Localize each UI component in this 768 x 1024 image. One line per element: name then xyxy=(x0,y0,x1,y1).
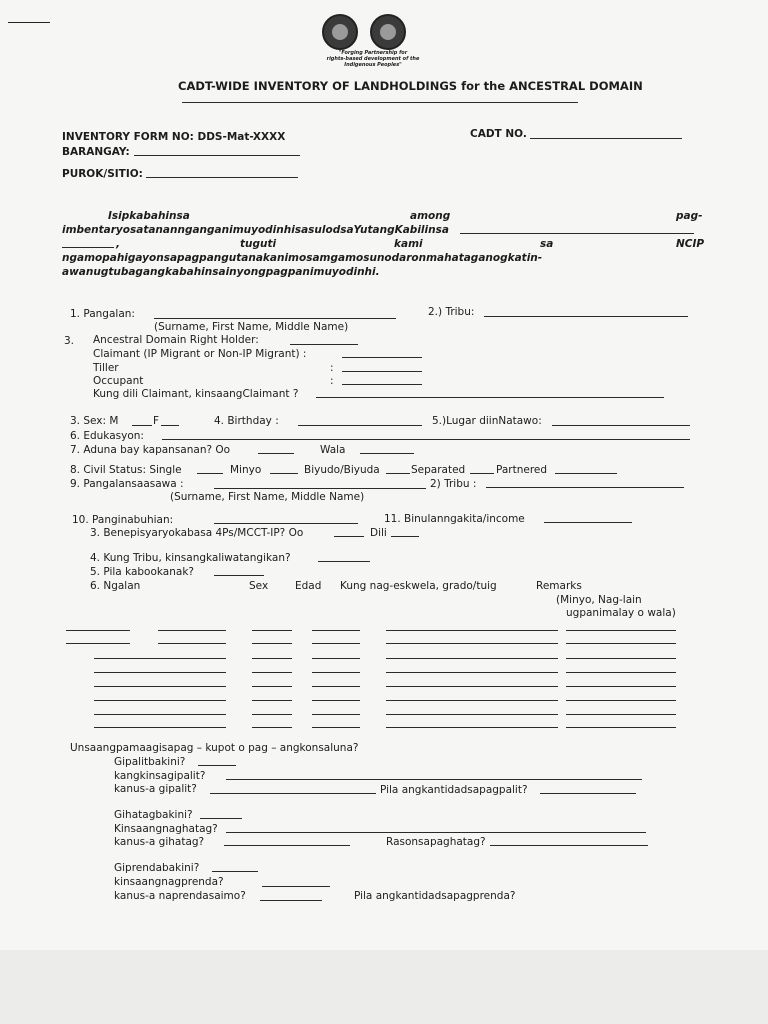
child-row-field[interactable] xyxy=(386,727,558,728)
kanus-gihatag-label: kanus-a gihatag? xyxy=(114,836,205,848)
pangalansaasawa-label: 9. Pangalansaasawa : xyxy=(70,478,184,490)
pangalansaasawa-field[interactable] xyxy=(214,488,426,489)
intro-blank-2[interactable] xyxy=(62,247,114,248)
kinsa-nagprenda-field[interactable] xyxy=(262,886,330,887)
name-hint-1: (Surname, First Name, Middle Name) xyxy=(154,321,349,333)
child-row-field[interactable] xyxy=(386,643,558,644)
birthday-field[interactable] xyxy=(298,425,422,426)
child-row-field[interactable] xyxy=(566,630,676,631)
minyo-label: Minyo xyxy=(230,464,262,476)
minyo-field[interactable] xyxy=(270,473,298,474)
cadt-no-field[interactable] xyxy=(530,138,682,139)
intro-word-1: Isipkabahinsa xyxy=(108,210,190,222)
civil-status-label: 8. Civil Status: Single xyxy=(70,464,182,476)
lugar-label: 5.)Lugar diinNatawo: xyxy=(432,415,542,427)
benepisyaryo-label: 3. Benepisyaryokabasa 4Ps/MCCT-IP? Oo xyxy=(90,527,304,539)
income-label: 11. Binulanngakita/income xyxy=(384,513,525,525)
child-row-field[interactable] xyxy=(566,643,676,644)
edukasyon-field[interactable] xyxy=(162,439,690,440)
child-row-field[interactable] xyxy=(566,686,676,687)
child-row-field[interactable] xyxy=(312,714,360,715)
child-row-field[interactable] xyxy=(158,700,226,701)
birthday-label: 4. Birthday : xyxy=(214,415,279,427)
child-row-field[interactable] xyxy=(312,686,360,687)
panginabuhian-label: 10. Panginabuhian: xyxy=(72,514,174,526)
kinsa-nagprenda-label: kinsaangnagprenda? xyxy=(114,876,224,888)
pangalan-label: 1. Pangalan: xyxy=(70,308,135,320)
pila-palit-field[interactable] xyxy=(540,793,636,794)
child-row-field[interactable] xyxy=(66,630,130,631)
income-field[interactable] xyxy=(544,522,632,523)
child-row-field[interactable] xyxy=(158,714,226,715)
kanus-naprenda-field[interactable] xyxy=(260,900,322,901)
intro-line-5: awanugtubagangkabahinsainyongpagpanimuyodinhi. xyxy=(62,266,380,278)
occupant-field[interactable] xyxy=(342,384,422,385)
intro-word-2: among xyxy=(410,210,451,222)
intro-blank-1[interactable] xyxy=(460,233,694,234)
biyudo-label: Biyudo/Biyuda xyxy=(304,464,380,476)
col-remarks: Remarks xyxy=(536,580,582,592)
child-row-field[interactable] xyxy=(312,700,360,701)
gihatag-field[interactable] xyxy=(200,818,242,819)
tribu-2-label: 2) Tribu : xyxy=(430,478,477,490)
kanus-naprenda-label: kanus-a naprendasaimo? xyxy=(114,890,246,902)
tagline-2: rights-based development of the xyxy=(326,56,420,62)
child-row-field[interactable] xyxy=(386,700,558,701)
child-row-field[interactable] xyxy=(386,658,558,659)
intro-line-2: imbentaryosatanannganganimuyodinhisasulodsaYutangKabilinsa xyxy=(62,224,449,236)
name-hint-2: (Surname, First Name, Middle Name) xyxy=(170,491,365,503)
intro-word-8: NCIP xyxy=(676,238,705,250)
tiller-field[interactable] xyxy=(342,371,422,372)
lugar-field[interactable] xyxy=(552,425,690,426)
pila-kabookanak-field[interactable] xyxy=(214,575,264,576)
tiller-label: Tiller xyxy=(93,362,119,374)
kung-tribu-label: 4. Kung Tribu, kinsangkaliwatangikan? xyxy=(90,552,291,564)
wala-label: Wala xyxy=(320,444,346,456)
child-row-field[interactable] xyxy=(566,700,676,701)
wala-field[interactable] xyxy=(360,453,414,454)
col-sex: Sex xyxy=(249,580,269,592)
tribu-field[interactable] xyxy=(484,316,688,317)
claimant-field[interactable] xyxy=(342,357,422,358)
dili-label: Dili xyxy=(370,527,387,539)
page-title: CADT-WIDE INVENTORY OF LANDHOLDINGS for the ANCESTRAL DOMAIN xyxy=(178,79,643,93)
sex-f-field[interactable] xyxy=(161,425,179,426)
kanus-gihatag-field[interactable] xyxy=(224,845,350,846)
occupant-label: Occupant xyxy=(93,375,144,387)
separated-label: Separated xyxy=(411,464,466,476)
ncip-seal-icon xyxy=(322,14,358,50)
intro-word-5: tuguti xyxy=(240,238,277,250)
single-field[interactable] xyxy=(197,473,223,474)
child-row-field[interactable] xyxy=(566,714,676,715)
pangalan-field[interactable] xyxy=(154,318,396,319)
gihatag-label: Gihatagbakini? xyxy=(114,809,193,821)
rason-field[interactable] xyxy=(490,845,648,846)
tribu-label: 2.) Tribu: xyxy=(428,306,475,318)
child-row-field[interactable] xyxy=(66,643,130,644)
kanus-gipalit-field[interactable] xyxy=(210,793,376,794)
child-row-field[interactable] xyxy=(566,672,676,673)
child-row-field[interactable] xyxy=(252,714,292,715)
partnered-field[interactable] xyxy=(555,473,617,474)
tagline-1: "Forging Partnership for xyxy=(338,50,408,56)
child-row-field[interactable] xyxy=(252,686,292,687)
child-row-field[interactable] xyxy=(566,727,676,728)
child-row-field[interactable] xyxy=(312,643,360,644)
remarks-hint-1: (Minyo, Nag-lain xyxy=(556,594,642,606)
barangay-field[interactable] xyxy=(134,155,300,156)
tiller-colon: : xyxy=(330,362,334,374)
dili-field[interactable] xyxy=(391,536,419,537)
child-row-field[interactable] xyxy=(252,700,292,701)
child-row-field[interactable] xyxy=(158,672,226,673)
child-row-field[interactable] xyxy=(158,630,226,631)
pila-kabookanak-label: 5. Pila kabookanak? xyxy=(90,566,194,578)
intro-line-4: ngamopahigayonsapagpangutanakanimosamgamosunodaronmahataganogkatin- xyxy=(62,252,543,264)
item-3-number: 3. xyxy=(64,335,75,347)
occupant-colon: : xyxy=(330,375,334,387)
corner-mark xyxy=(8,22,50,23)
gipalit-field[interactable] xyxy=(198,765,236,766)
biyudo-field[interactable] xyxy=(386,473,410,474)
child-row-field[interactable] xyxy=(386,686,558,687)
child-row-field[interactable] xyxy=(252,643,292,644)
remarks-hint-2: ugpanimalay o wala) xyxy=(566,607,676,619)
sex-f-label: F xyxy=(153,415,160,427)
edukasyon-label: 6. Edukasyon: xyxy=(70,430,144,442)
tagline-3: Indigenous Peoples" xyxy=(344,62,402,68)
child-row-field[interactable] xyxy=(386,714,558,715)
purok-sitio-label: PUROK/SITIO: xyxy=(62,168,143,180)
pila-prenda-label: Pila angkantidadsapagprenda? xyxy=(354,890,516,902)
title-underline xyxy=(182,102,578,103)
child-row-field[interactable] xyxy=(312,672,360,673)
ad-right-holder-label: Ancestral Domain Right Holder: xyxy=(93,334,259,346)
child-row-field[interactable] xyxy=(158,686,226,687)
pila-palit-label: Pila angkantidadsapagpalit? xyxy=(380,784,528,796)
child-row-field[interactable] xyxy=(252,727,292,728)
intro-word-6: kami xyxy=(394,238,423,250)
giprenda-field[interactable] xyxy=(212,871,258,872)
kangkinsa-field[interactable] xyxy=(226,779,642,780)
child-row-field[interactable] xyxy=(566,658,676,659)
child-row-field[interactable] xyxy=(158,658,226,659)
child-row-field[interactable] xyxy=(252,658,292,659)
partnered-label: Partnered xyxy=(496,464,548,476)
child-row-field[interactable] xyxy=(158,727,226,728)
partner-seal-icon xyxy=(370,14,406,50)
intro-word-3: pag- xyxy=(676,210,703,222)
child-row-field[interactable] xyxy=(312,630,360,631)
col-edad: Edad xyxy=(295,580,322,592)
inventory-form-no: INVENTORY FORM NO: DDS-Mat-XXXX xyxy=(62,131,286,143)
separated-field[interactable] xyxy=(470,473,494,474)
kangkinsa-label: kangkinsagipalit? xyxy=(114,770,206,782)
purok-sitio-field[interactable] xyxy=(146,177,298,178)
kinsa-naghatag-field[interactable] xyxy=(226,832,646,833)
kinsa-naghatag-label: Kinsaangnaghatag? xyxy=(114,823,218,835)
tribu-2-field[interactable] xyxy=(486,487,684,488)
child-row-field[interactable] xyxy=(312,727,360,728)
acquisition-question: Unsaangpamaagisapag – kupot o pag – angkonsaluna? xyxy=(70,742,359,754)
intro-word-7: sa xyxy=(540,238,554,250)
ad-right-holder-field[interactable] xyxy=(290,344,358,345)
cadt-no-label: CADT NO. xyxy=(470,128,527,140)
child-row-field[interactable] xyxy=(386,630,558,631)
benepisyaryo-oo-field[interactable] xyxy=(334,536,364,537)
intro-comma: , xyxy=(116,238,120,250)
kapansanan-oo-field[interactable] xyxy=(258,453,294,454)
kung-dili-label: Kung dili Claimant, kinsaangClaimant ? xyxy=(93,388,299,400)
col-eskwela: Kung nag-eskwela, grado/tuig xyxy=(340,580,497,592)
claimant-label: Claimant (IP Migrant or Non-IP Migrant) : xyxy=(93,348,307,360)
panginabuhian-field[interactable] xyxy=(214,523,358,524)
sex-m-field[interactable] xyxy=(132,425,152,426)
kanus-gipalit-label: kanus-a gipalit? xyxy=(114,783,197,795)
gipalit-label: Gipalitbakini? xyxy=(114,756,186,768)
child-row-field[interactable] xyxy=(252,672,292,673)
child-row-field[interactable] xyxy=(158,643,226,644)
child-row-field[interactable] xyxy=(386,672,558,673)
sex-label: 3. Sex: M xyxy=(70,415,119,427)
giprenda-label: Giprendabakini? xyxy=(114,862,200,874)
kung-dili-field[interactable] xyxy=(316,397,664,398)
rason-label: Rasonsapaghatag? xyxy=(386,836,486,848)
kung-tribu-field[interactable] xyxy=(318,561,370,562)
kapansanan-label: 7. Aduna bay kapansanan? Oo xyxy=(70,444,231,456)
child-row-field[interactable] xyxy=(312,658,360,659)
col-ngalan: 6. Ngalan xyxy=(90,580,141,592)
barangay-label: BARANGAY: xyxy=(62,146,130,158)
child-row-field[interactable] xyxy=(252,630,292,631)
